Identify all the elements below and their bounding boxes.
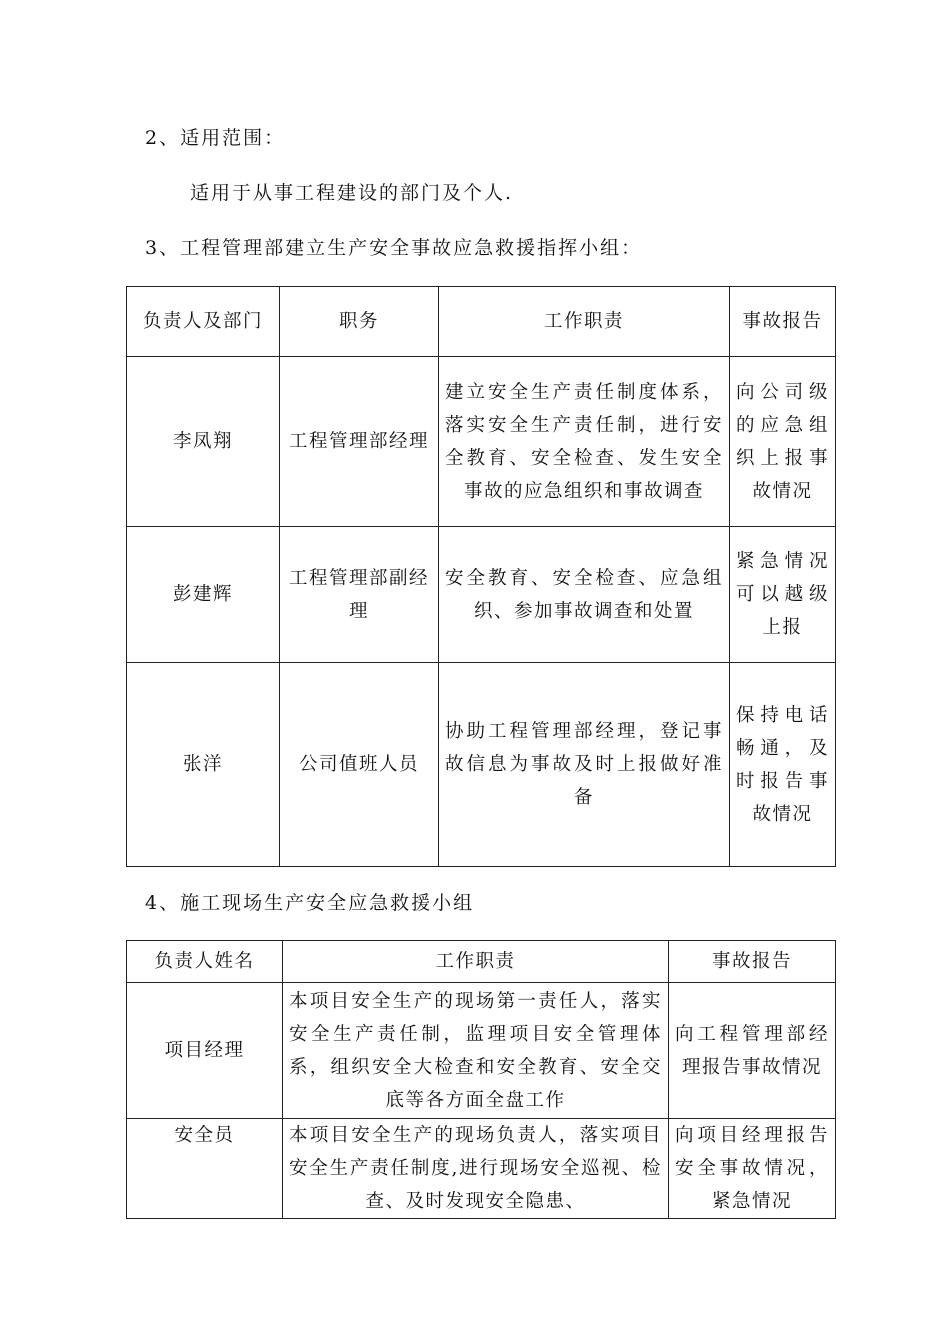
header-report: 事故报告 [730,287,836,357]
header-position: 职务 [280,287,439,357]
header-person-dept: 负责人及部门 [127,287,280,357]
header-person-name: 负责人姓名 [127,941,283,983]
position-cell: 工程管理部经理 [280,357,439,527]
report-cell: 向公司级的应急组织上报事故情况 [730,357,836,527]
table-row [127,527,836,663]
table-row [127,357,836,527]
duty-cell: 安全教育、安全检查、应急组织、参加事故调查和处置 [439,527,730,663]
command-group-table [126,286,836,867]
report-cell: 紧急情况可以越级上报 [730,527,836,663]
table-row [127,983,836,1119]
report-cell: 保持电话畅通，及时报告事故情况 [730,663,836,867]
section-2-body: 适用于从事工程建设的部门及个人. [190,182,514,204]
position-cell: 工程管理部副经理 [280,527,439,663]
section-2-heading: 2、适用范围： [145,127,286,149]
table-row [127,663,836,867]
header-duty: 工作职责 [439,287,730,357]
duty-cell: 本项目安全生产的现场第一责任人，落实安全生产责任制，监理项目安全管理体系，组织安全大检查和安全教育、安全交底等各方面全盘工作 [283,983,669,1119]
person-cell: 项目经理 [127,983,283,1119]
report-cell: 向项目经理报告安全事故情况，紧急情况 [669,1119,836,1219]
table-header-row [127,941,836,983]
section-3-heading: 3、工程管理部建立生产安全事故应急救援指挥小组： [145,237,643,259]
duty-cell: 建立安全生产责任制度体系，落实安全生产责任制，进行安全教育、安全检查、发生安全事故的应急组织和事故调查 [439,357,730,527]
position-cell: 公司值班人员 [280,663,439,867]
person-cell: 张洋 [127,663,280,867]
section-4-heading: 4、施工现场生产安全应急救援小组 [145,892,475,914]
header-report: 事故报告 [669,941,836,983]
duty-cell: 本项目安全生产的现场负责人，落实项目安全生产责任制度,进行现场安全巡视、检查、及时发现安全隐患、 [283,1119,669,1219]
table-row [127,1119,836,1219]
person-cell: 安全员 [127,1119,283,1219]
duty-cell: 协助工程管理部经理，登记事故信息为事故及时上报做好准备 [439,663,730,867]
site-rescue-group-table [126,940,836,1219]
report-cell: 向工程管理部经理报告事故情况 [669,983,836,1119]
person-cell: 彭建辉 [127,527,280,663]
header-duty: 工作职责 [283,941,669,983]
table-header-row [127,287,836,357]
person-cell: 李凤翔 [127,357,280,527]
